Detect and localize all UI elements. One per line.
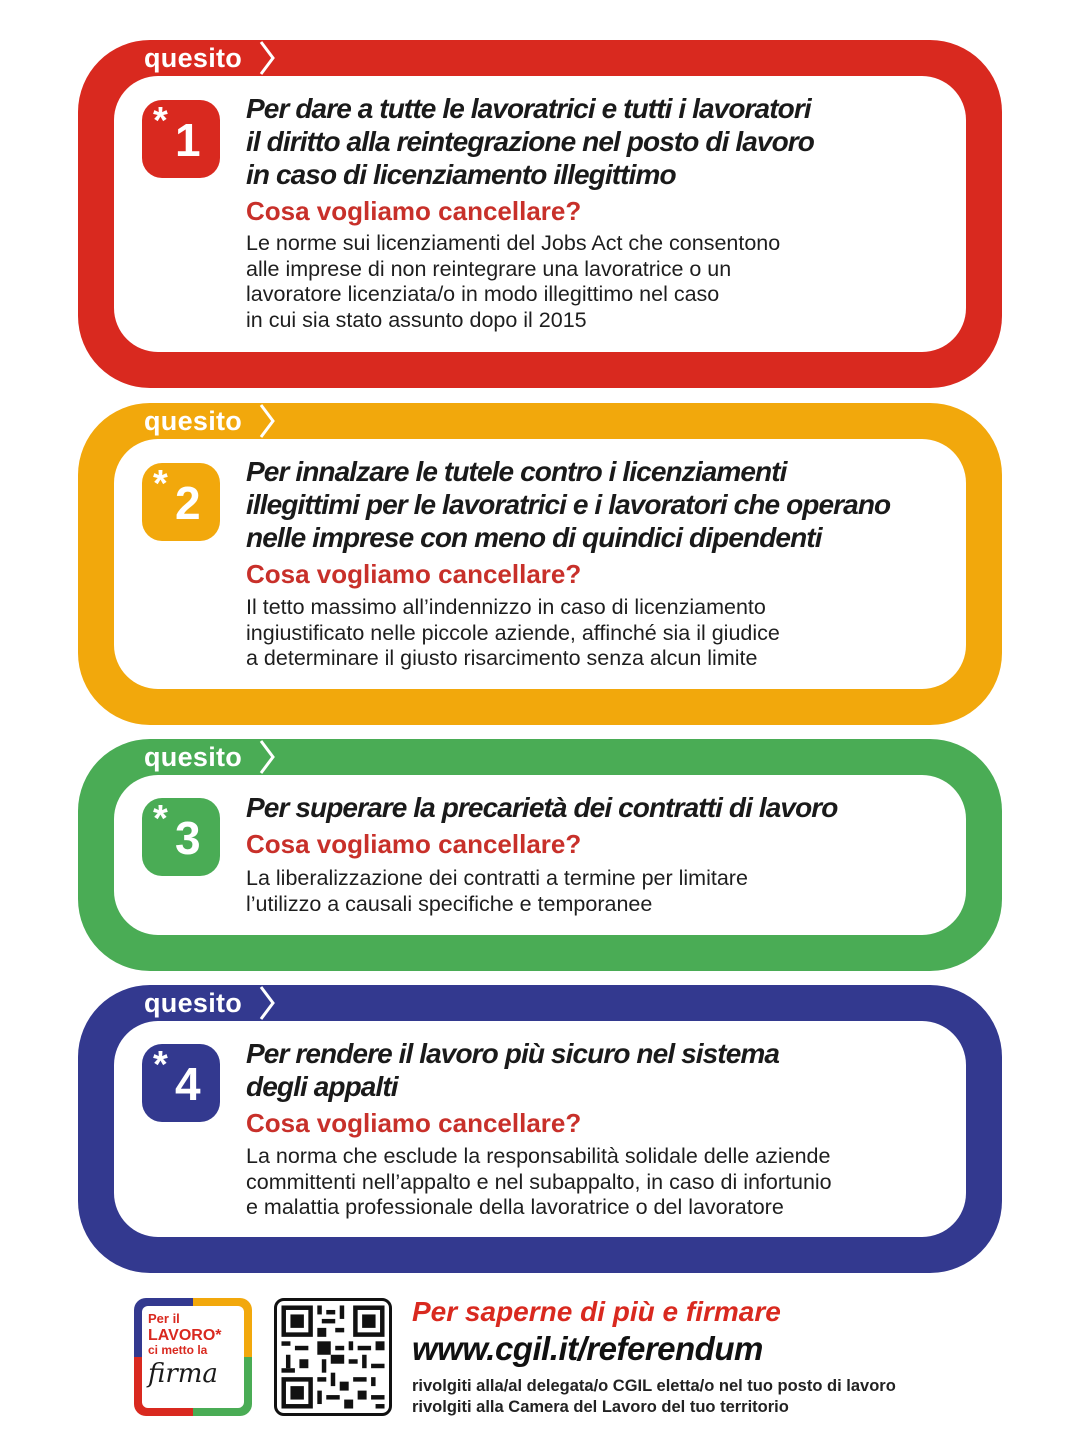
- logo-signature: firma: [148, 1359, 218, 1389]
- title-line: Per innalzare le tutele contro i licenziamenti: [246, 456, 787, 487]
- question-number-badge: [142, 100, 220, 178]
- body-line: a determinare il giusto risarcimento senza alcun limite: [246, 646, 758, 670]
- title-line: Per dare a tutte le lavoratrici e tutti i lavoratori: [246, 93, 811, 124]
- asterisk: *: [153, 100, 168, 142]
- question-number: 1: [175, 114, 201, 166]
- title-line: nelle imprese con meno di quindici dipendenti: [246, 522, 822, 553]
- referendum-link[interactable]: www.cgil.it/referendum: [412, 1330, 763, 1367]
- contact-info: [412, 1376, 896, 1418]
- question-title: [246, 92, 966, 191]
- question-subtitle: Cosa vogliamo cancellare?: [246, 829, 582, 859]
- question-body: [246, 866, 966, 917]
- asterisk: *: [153, 798, 168, 840]
- question-number: 3: [175, 812, 201, 864]
- title-line: Per rendere il lavoro più sicuro nel sistema: [246, 1038, 780, 1069]
- logo-line: LAVORO*: [148, 1327, 222, 1344]
- question-number: 4: [175, 1058, 201, 1110]
- question-title: [246, 455, 966, 554]
- title-line: illegittimi per le lavoratrici e i lavoratori che operano: [246, 489, 891, 520]
- title-line: in caso di licenziamento illegittimo: [246, 159, 676, 190]
- question-body: [246, 1144, 966, 1221]
- body-line: alle imprese di non reintegrare una lavoratrice o un: [246, 256, 732, 281]
- question-body: [246, 231, 966, 333]
- question-subtitle: Cosa vogliamo cancellare?: [246, 559, 582, 589]
- chevron-right-icon: [258, 40, 276, 76]
- quesito-label: quesito: [144, 406, 243, 436]
- question-subtitle: Cosa vogliamo cancellare?: [246, 1108, 582, 1138]
- quesito-tab: [144, 403, 242, 439]
- question-title: [246, 1037, 966, 1103]
- chevron-right-icon: [258, 985, 276, 1021]
- chevron-right-icon: [258, 739, 276, 775]
- cta-text: Per saperne di più e firmare: [412, 1296, 781, 1327]
- asterisk: *: [153, 463, 168, 505]
- contact-line: rivolgiti alla Camera del Lavoro del tuo territorio: [412, 1398, 789, 1416]
- title-line: il diritto alla reintegrazione nel posto di lavoro: [246, 126, 814, 157]
- body-line: La norma che esclude la responsabilità solidale delle aziende: [246, 1144, 831, 1168]
- question-number-badge: [142, 798, 220, 876]
- quesito-tab: [144, 40, 242, 76]
- logo-line: ci metto la: [148, 1343, 208, 1357]
- body-line: La liberalizzazione dei contratti a termine per limitare: [246, 866, 748, 890]
- question-number: 2: [175, 477, 201, 529]
- body-line: committenti nell’appalto e nel subappalto, in caso di infortunio: [246, 1169, 832, 1194]
- logo-line: Per il: [148, 1311, 180, 1326]
- title-line: degli appalti: [246, 1071, 398, 1102]
- chevron-right-icon: [258, 403, 276, 439]
- question-subtitle: Cosa vogliamo cancellare?: [246, 196, 582, 226]
- body-line: in cui sia stato assunto dopo il 2015: [246, 307, 587, 332]
- contact-line: rivolgiti alla/al delegata/o CGIL eletta/o nel tuo posto di lavoro: [412, 1377, 896, 1395]
- body-line: l’utilizzo a causali specifiche e temporanee: [246, 891, 653, 916]
- body-line: e malattia professionale della lavoratrice o del lavoratore: [246, 1195, 784, 1219]
- qr-code-icon: [277, 1301, 389, 1413]
- body-line: Il tetto massimo all’indennizzo in caso di licenziamento: [246, 595, 766, 619]
- title-line: Per superare la precarietà dei contratti di lavoro: [246, 792, 838, 823]
- question-title: [246, 791, 966, 824]
- question-number-badge: [142, 463, 220, 541]
- quesito-label: quesito: [144, 43, 243, 73]
- quesito-tab: [144, 985, 242, 1021]
- campaign-logo: [134, 1298, 252, 1416]
- body-line: Le norme sui licenziamenti del Jobs Act che consentono: [246, 231, 781, 255]
- qr-code[interactable]: [274, 1298, 392, 1416]
- quesito-tab: [144, 739, 242, 775]
- question-body: [246, 595, 966, 672]
- body-line: ingiustificato nelle piccole aziende, affinché sia il giudice: [246, 620, 780, 645]
- asterisk: *: [153, 1044, 168, 1086]
- question-number-badge: [142, 1044, 220, 1122]
- body-line: lavoratore licenziata/o in modo illegittimo nel caso: [246, 282, 720, 306]
- quesito-label: quesito: [144, 742, 243, 772]
- quesito-label: quesito: [144, 988, 243, 1018]
